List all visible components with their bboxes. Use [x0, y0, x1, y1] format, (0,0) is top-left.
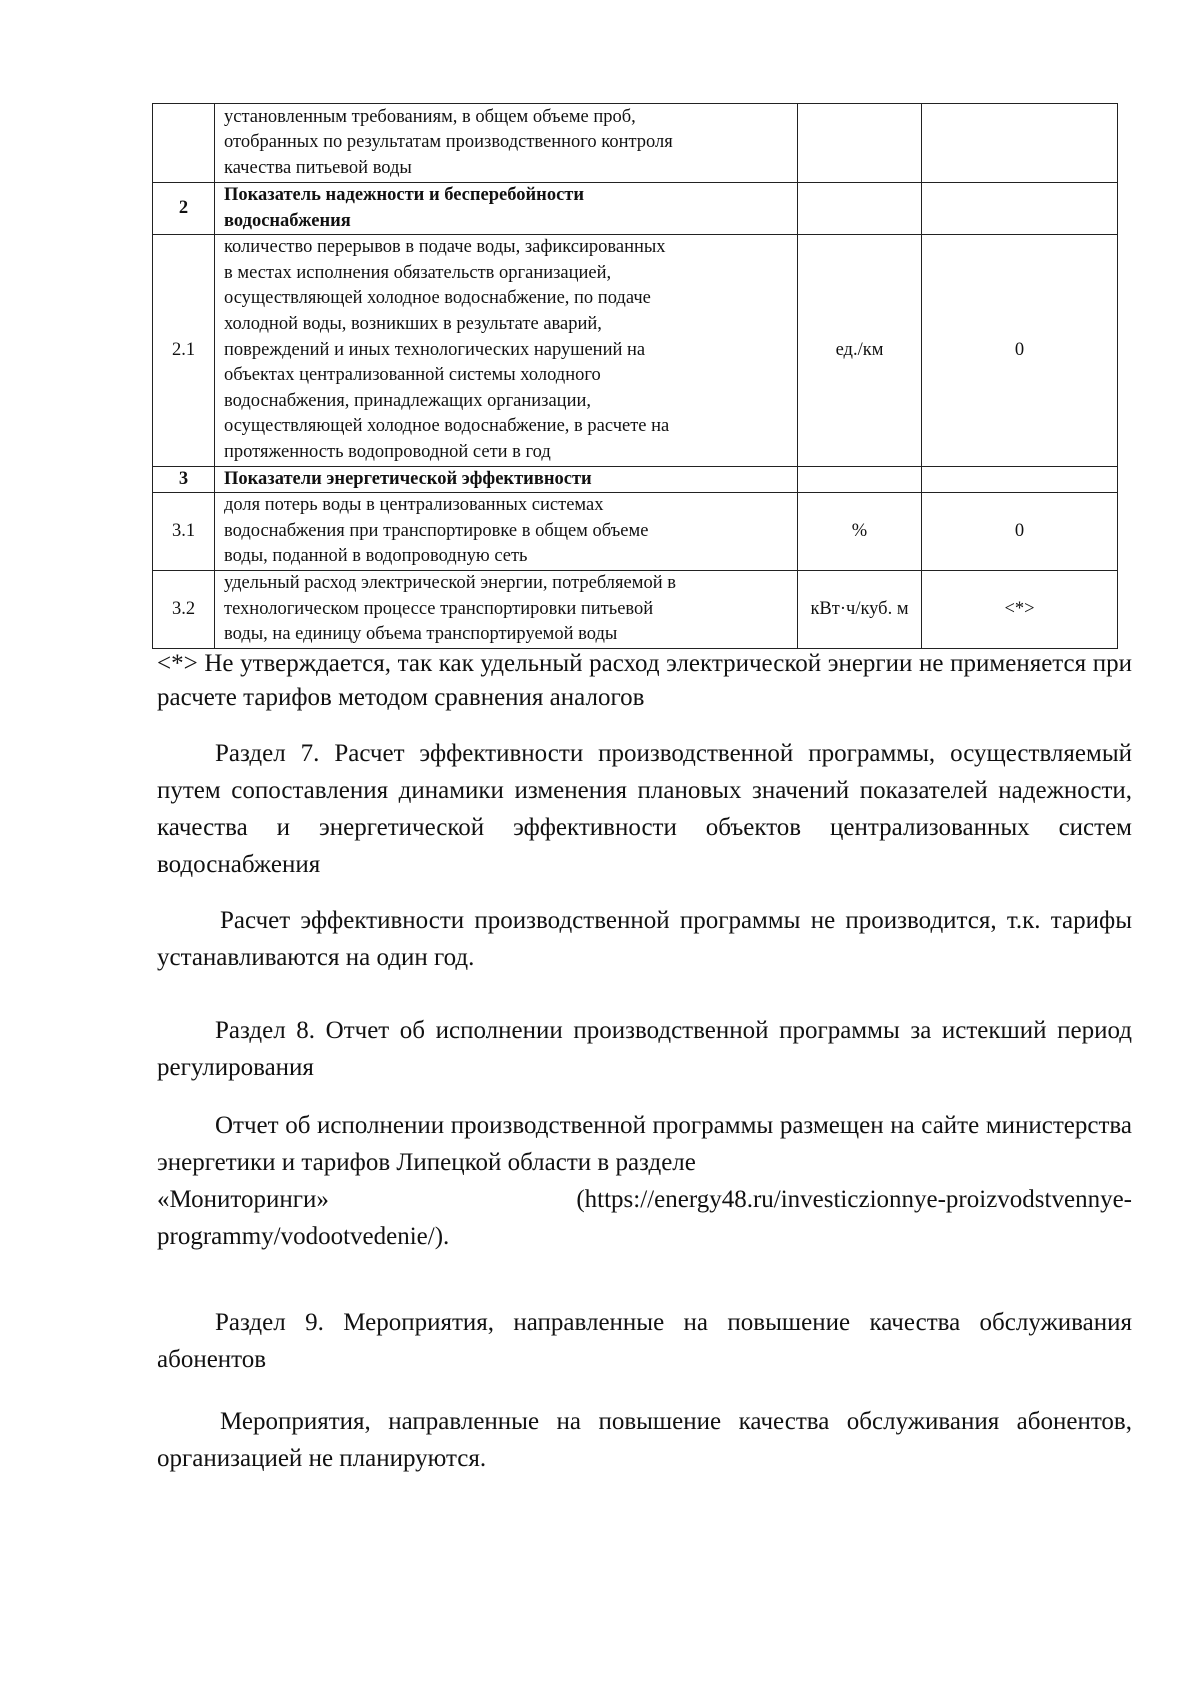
table-row	[153, 493, 1118, 571]
section8-body-text: Отчет об исполнении производственной программы размещен на сайте министерства энергетики и тарифов Липецкой области в разделе	[157, 1112, 1132, 1176]
description-line: технологическом процессе транспортировки питьевой	[224, 598, 654, 619]
indicator-value: 0	[922, 493, 1118, 571]
row-number	[153, 104, 215, 183]
description-line: отобранных по результатам производственного контроля	[224, 132, 673, 153]
description-line: холодной воды, возникших в результате аварий,	[224, 313, 602, 334]
table-row	[153, 183, 1118, 235]
indicator-value: 0	[922, 235, 1118, 466]
description-line: в местах исполнения обязательств организацией,	[224, 262, 612, 283]
description-line: водоснабжения при транспортировке в общем объеме	[224, 520, 649, 541]
monitoring-section-name: «Мониторинги»	[157, 1186, 329, 1213]
indicators-table-body	[153, 104, 1118, 649]
table-row	[153, 466, 1118, 493]
indicator-description	[215, 466, 798, 493]
report-url-continued[interactable]: programmy/vodootvedenie/).	[157, 1223, 450, 1250]
indicator-value	[922, 466, 1118, 493]
row-number: 2.1	[153, 235, 215, 466]
description-line: водоснабжения	[224, 210, 351, 231]
indicator-description	[215, 570, 798, 648]
description-line: осуществляющей холодное водоснабжение, по подаче	[224, 288, 651, 309]
indicator-description	[215, 183, 798, 235]
description-line: количество перерывов в подаче воды, зафиксированных	[224, 237, 666, 258]
description-line: объектах централизованной системы холодного	[224, 365, 601, 386]
description-line: удельный расход электрической энергии, потребляемой в	[224, 572, 676, 593]
unit-of-measure: %	[798, 493, 922, 571]
table-row	[153, 570, 1118, 648]
table-row	[153, 104, 1118, 183]
indicator-value	[922, 183, 1118, 235]
description-line: установленным требованиям, в общем объеме проб,	[224, 106, 636, 127]
description-line: Показатель надежности и бесперебойности	[224, 185, 585, 205]
unit-of-measure	[798, 104, 922, 183]
footnote: <*> Не утверждается, так как удельный расход электрической энергии не применяется при расчете тарифов методом сравнения аналогов	[157, 650, 1132, 711]
row-number: 2	[153, 183, 215, 235]
unit-of-measure	[798, 183, 922, 235]
section9-body: Мероприятия, направленные на повышение качества обслуживания абонентов, организацией не планируются.	[157, 1408, 1132, 1472]
description-line: качества питьевой воды	[224, 157, 412, 178]
indicator-value: <*>	[922, 570, 1118, 648]
row-number: 3.1	[153, 493, 215, 571]
description-line: воды, поданной в водопроводную сеть	[224, 546, 528, 567]
indicator-description	[215, 235, 798, 466]
description-line: доля потерь воды в централизованных системах	[224, 495, 604, 516]
description-line: Показатели энергетической эффективности	[224, 468, 592, 489]
description-line: протяженность водопроводной сети в год	[224, 441, 551, 462]
unit-of-measure: кВт·ч/куб. м	[798, 570, 922, 648]
unit-of-measure: ед./км	[798, 235, 922, 466]
unit-of-measure	[798, 466, 922, 493]
report-url[interactable]: (https://energy48.ru/investiczionnye-proizvodstvennye-	[576, 1186, 1132, 1213]
section7-heading: Раздел 7. Расчет эффективности производственной программы, осуществляемый путем сопоставления динамики изменения плановых значений показателей надежности, качества и энергетической эффективности объектов централизованных систем водоснабжения	[157, 740, 1132, 878]
section9-heading: Раздел 9. Мероприятия, направленные на повышение качества обслуживания абонентов	[157, 1309, 1132, 1373]
description-line: повреждений и иных технологических нарушений на	[224, 339, 646, 360]
description-line: осуществляющей холодное водоснабжение, в расчете на	[224, 416, 670, 437]
indicators-table	[152, 103, 1118, 649]
indicator-description	[215, 104, 798, 183]
description-line: водоснабжения, принадлежащих организации,	[224, 390, 592, 411]
description-line: воды, на единицу объема транспортируемой воды	[224, 624, 618, 645]
section7-body: Расчет эффективности производственной программы не производится, т.к. тарифы устанавливаются на один год.	[157, 907, 1132, 971]
indicator-value	[922, 104, 1118, 183]
section8-body	[157, 1107, 1132, 1255]
section8-heading: Раздел 8. Отчет об исполнении производственной программы за истекший период регулирования	[157, 1017, 1132, 1081]
row-number: 3.2	[153, 570, 215, 648]
section8-link-row	[157, 1181, 1132, 1218]
indicator-description	[215, 493, 798, 571]
table-row	[153, 235, 1118, 466]
row-number: 3	[153, 466, 215, 493]
